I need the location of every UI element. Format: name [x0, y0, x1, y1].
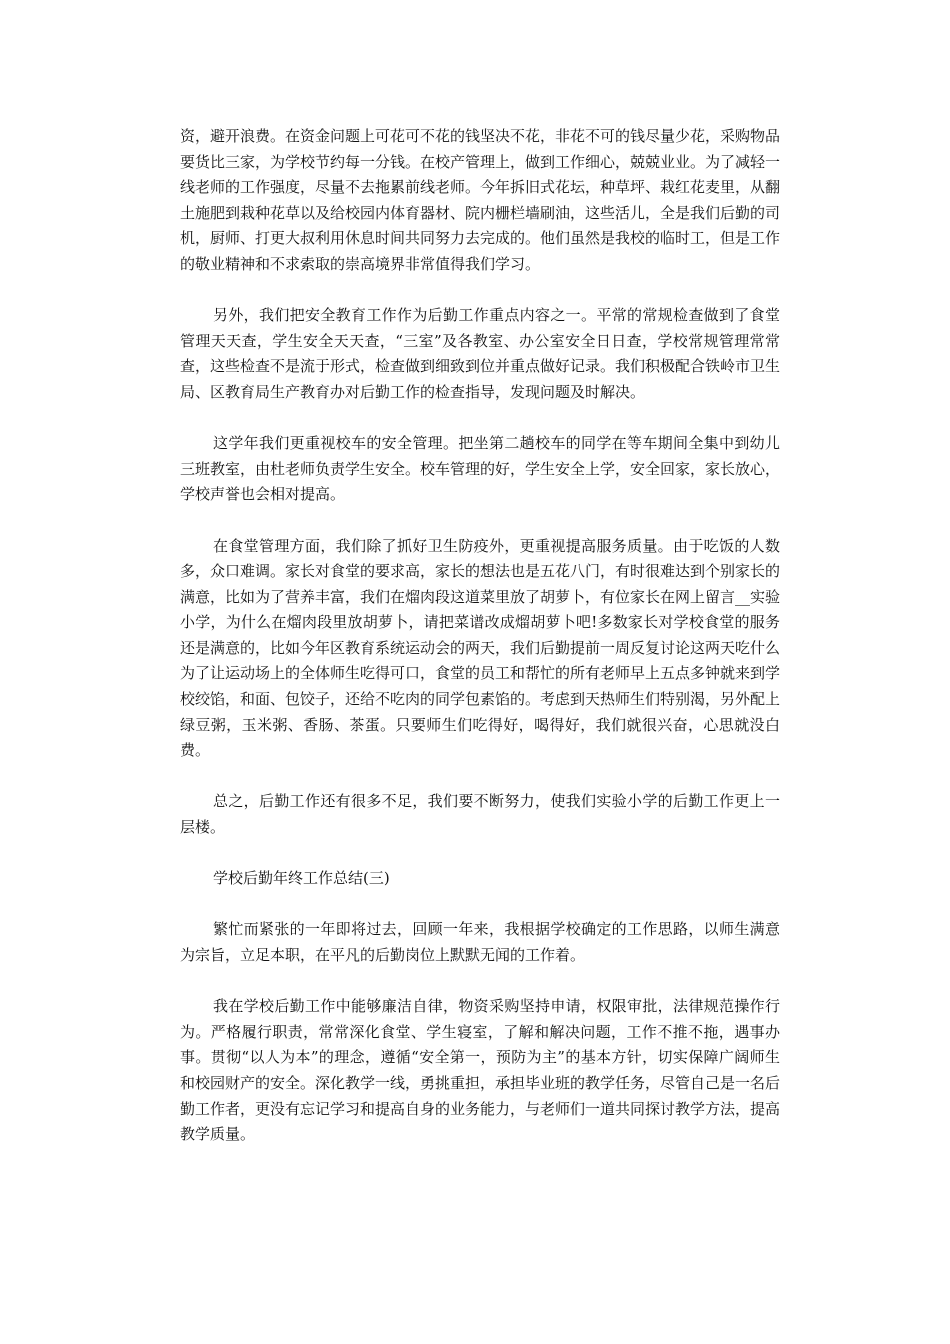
paragraph-2: 另外，我们把安全教育工作作为后勤工作重点内容之一。平常的常规检查做到了食堂管理天天查，学生安全天天查，“三室”及各教室、办公室安全日日查，学校常规管理常常查，这些检查不是流于形式，检查做到细致到位并重点做好记录。我们积极配合铁岭市卫生局、区教育局生产教育办对后勤工作的检查指导，发现问题及时解决。 — [180, 306, 781, 401]
section-title: 学校后勤年终工作总结(三) — [213, 869, 390, 888]
paragraph-1: 资，避开浪费。在资金问题上可花可不花的钱坚决不花，非花不可的钱尽量少花，采购物品要货比三家，为学校节约每一分钱。在校产管理上，做到工作细心，兢兢业业。为了减轻一线老师的工作强度，尽量不去拖累前线老师。今年拆旧式花坛，种草坪、栽红花麦里，从翻土施肥到栽种花草以及给校园内体育器材、院内栅栏墙刷油，这些活儿，全是我们后勤的司机，厨师、打更大叔利用休息时间共同努力去完成的。他们虽然是我校的临时工，但是工作的敬业精神和不求索取的崇高境界非常值得我们学习。 — [180, 127, 781, 273]
paragraph-6: 繁忙而紧张的一年即将过去，回顾一年来，我根据学校确定的工作思路，以师生满意为宗旨，立足本职，在平凡的后勤岗位上默默无闻的工作着。 — [180, 920, 780, 964]
paragraph-5: 总之，后勤工作还有很多不足，我们要不断努力，使我们实验小学的后勤工作更上一层楼。 — [180, 792, 780, 837]
paragraph-4: 在食堂管理方面，我们除了抓好卫生防疫外，更重视提高服务质量。由于吃饭的人数多，众口难调。家长对食堂的要求高，家长的想法也是五花八门，有时很难达到个别家长的满意，比如为了营养丰富，我们在熘肉段这道菜里放了胡萝卜，有位家长在网上留言__实验小学，为什么在熘肉段里放胡萝卜，请把菜谱改成熘胡萝卜吧!多数家长对学校食堂的服务还是满意的，比如今年区教育系统运动会的两天，我们后勤提前一周反复讨论这两天吃什么为了让运动场上的全体师生吃得可口，食堂的员工和帮忙的所有老师早上五点多钟就来到学校绞馅，和面、包饺子，还给不吃肉的同学包素馅的。考虑到天热师生们特别渴，另外配上绿豆粥，玉米粥、香肠、茶蛋。只要师生们吃得好，喝得好，我们就很兴奋，心思就没白费。 — [180, 536, 781, 760]
document-body — [180, 124, 780, 1173]
paragraph-7: 我在学校后勤工作中能够廉洁自律，物资采购坚持申请，权限审批，法律规范操作行为。严格履行职责，常常深化食堂、学生寝室，了解和解决问题，工作不推不拖，遇事办事。贯彻“以人为本”的理念，遵循“安全第一，预防为主”的基本方针，切实保障广阔师生和校园财产的安全。深化教学一线，勇挑重担，承担毕业班的教学任务，尽管自己是一名后勤工作者，更没有忘记学习和提高自身的业务能力，与老师们一道共同探讨教学方法，提高教学质量。 — [180, 997, 781, 1144]
paragraph-3: 这学年我们更重视校车的安全管理。把坐第二趟校车的同学在等车期间全集中到幼儿三班教室，由杜老师负责学生安全。校车管理的好，学生安全上学，安全回家，家长放心，学校声誉也会相对提高。 — [180, 434, 781, 504]
